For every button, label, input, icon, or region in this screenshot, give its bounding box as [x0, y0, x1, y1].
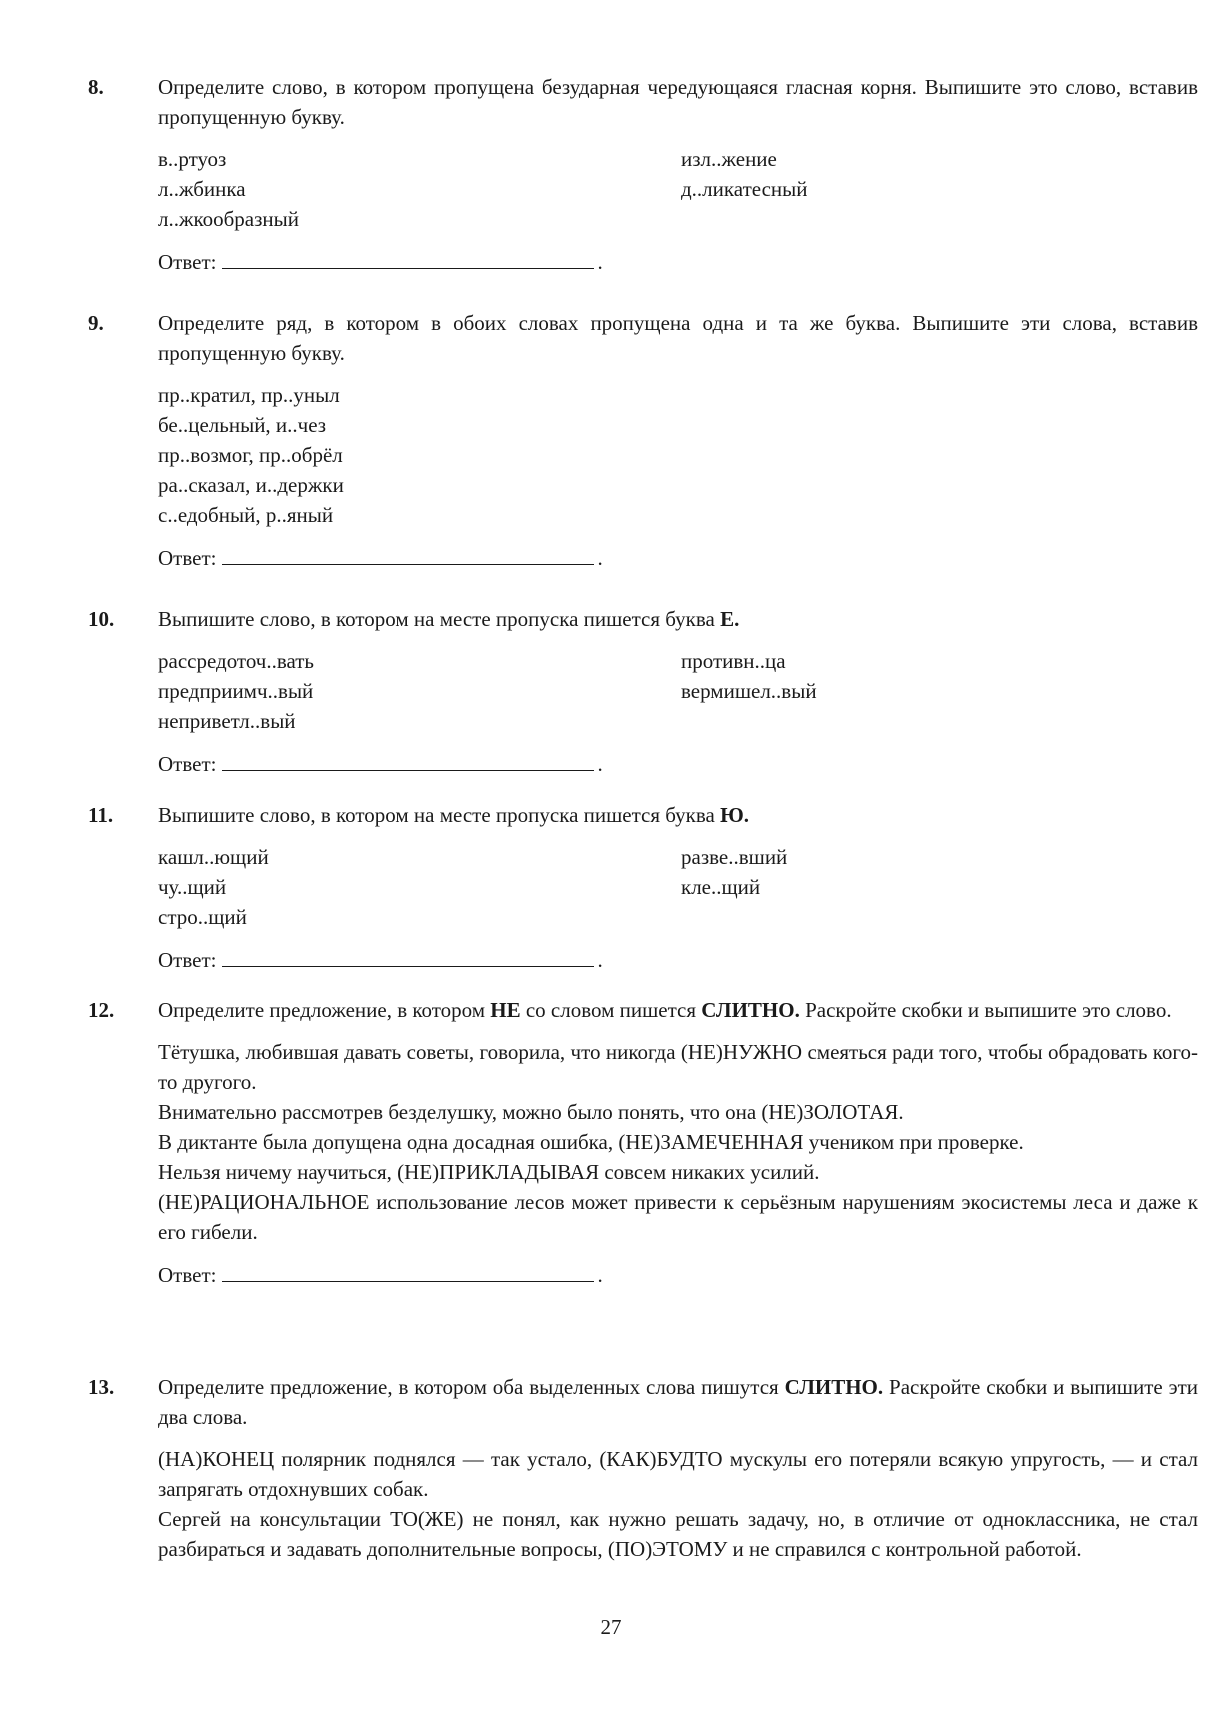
answer-row: Ответ: .: [158, 944, 1198, 975]
answer-blank[interactable]: [222, 944, 594, 967]
answer-label: Ответ:: [158, 948, 217, 972]
sentence: (НА)КОНЕЦ полярник поднялся — так устало, (КАК)БУДТО мускулы его потеряли всякую упругость, — и стал запрягать отдохнувших собак.: [158, 1447, 1198, 1501]
task-11: [88, 800, 1198, 975]
option: пр..кратил, пр..уныл: [158, 383, 340, 407]
option: предприимч..вый: [158, 679, 314, 703]
sentence: Нельзя ничему научиться, (НЕ)ПРИКЛАДЫВАЯ совсем никаких усилий.: [158, 1160, 820, 1184]
answer-blank[interactable]: [222, 1259, 594, 1282]
option: кле..щий: [681, 875, 761, 899]
answer-label: Ответ:: [158, 546, 217, 570]
answer-blank[interactable]: [222, 748, 594, 771]
task-number: 12.: [88, 998, 115, 1022]
option: рассредоточ..вать: [158, 649, 315, 673]
sentence-list: [158, 1037, 1198, 1247]
option: л..жкообразный: [158, 207, 300, 231]
sentence: Внимательно рассмотрев безделушку, можно было понять, что она (НЕ)ЗОЛОТАЯ.: [158, 1100, 904, 1124]
page-number: 27: [600, 1615, 622, 1639]
option: кашл..ющий: [158, 845, 269, 869]
sentence: Тётушка, любившая давать советы, говорила, что никогда (НЕ)НУЖНО смеяться ради того, чтобы обрадовать кого-то другого.: [158, 1040, 1198, 1094]
option: стро..щий: [158, 905, 247, 929]
task-number: 10.: [88, 607, 115, 631]
option: пр..возмог, пр..обрёл: [158, 443, 343, 467]
task-number: 8.: [88, 75, 104, 99]
answer-options: [158, 646, 1198, 736]
answer-row: Ответ: .: [158, 748, 1198, 779]
answer-row: Ответ: .: [158, 1259, 1198, 1290]
task-8: [88, 72, 1198, 277]
sentence: Сергей на консультации ТО(ЖЕ) не понял, как нужно решать задачу, но, в отличие от одноклассника, не стал разбираться и задавать дополнительные вопросы, (ПО)ЭТОМУ и не справился с контрольной работой.: [158, 1507, 1198, 1561]
answer-options: [158, 842, 1198, 932]
task-number: 13.: [88, 1375, 115, 1399]
option: разве..вший: [681, 845, 788, 869]
answer-options: [158, 380, 1198, 530]
option: вермишел..вый: [681, 679, 817, 703]
option: чу..щий: [158, 875, 227, 899]
option: противн..ца: [681, 649, 786, 673]
sentence-list: [158, 1444, 1198, 1564]
task-12: [88, 995, 1198, 1290]
task-13: [88, 1372, 1198, 1564]
option: изл..жение: [681, 147, 777, 171]
task-prompt: Определите предложение, в котором НЕ со словом пишется СЛИТНО. Раскройте скобки и выпишите это слово.: [158, 998, 1172, 1022]
task-prompt: Определите предложение, в котором оба выделенных слова пишутся СЛИТНО. Раскройте скобки и выпишите эти два слова.: [158, 1375, 1199, 1429]
option: д..ликатесный: [681, 177, 808, 201]
option: с..едобный, р..яный: [158, 503, 334, 527]
option: в..ртуоз: [158, 147, 227, 171]
option: бе..цельный, и..чез: [158, 413, 327, 437]
task-number: 11.: [88, 803, 114, 827]
task-prompt: Определите слово, в котором пропущена безударная чередующаяся гласная корня. Выпишите это слово, вставив пропущенную букву.: [158, 75, 1198, 129]
sentence: В диктанте была допущена одна досадная ошибка, (НЕ)ЗАМЕЧЕННАЯ учеником при проверке.: [158, 1130, 1024, 1154]
answer-label: Ответ:: [158, 1263, 217, 1287]
option: неприветл..вый: [158, 709, 296, 733]
task-10: [88, 604, 1198, 779]
answer-blank[interactable]: [222, 246, 594, 269]
answer-blank[interactable]: [222, 542, 594, 565]
task-prompt: Выпишите слово, в котором на месте пропуска пишется буква Ю.: [158, 803, 749, 827]
answer-row: Ответ: .: [158, 246, 1198, 277]
answer-options: [158, 144, 1198, 234]
task-prompt: Выпишите слово, в котором на месте пропуска пишется буква Е.: [158, 607, 740, 631]
sentence: (НЕ)РАЦИОНАЛЬНОЕ использование лесов может привести к серьёзным нарушениям экосистемы леса и даже к его гибели.: [158, 1190, 1198, 1244]
answer-label: Ответ:: [158, 752, 217, 776]
option: л..жбинка: [158, 177, 246, 201]
answer-label: Ответ:: [158, 250, 217, 274]
task-prompt: Определите ряд, в котором в обоих словах пропущена одна и та же буква. Выпишите эти слова, вставив пропущенную букву.: [158, 311, 1198, 365]
task-9: [88, 308, 1198, 573]
task-number: 9.: [88, 311, 104, 335]
answer-row: Ответ: .: [158, 542, 1198, 573]
option: ра..сказал, и..держки: [158, 473, 344, 497]
